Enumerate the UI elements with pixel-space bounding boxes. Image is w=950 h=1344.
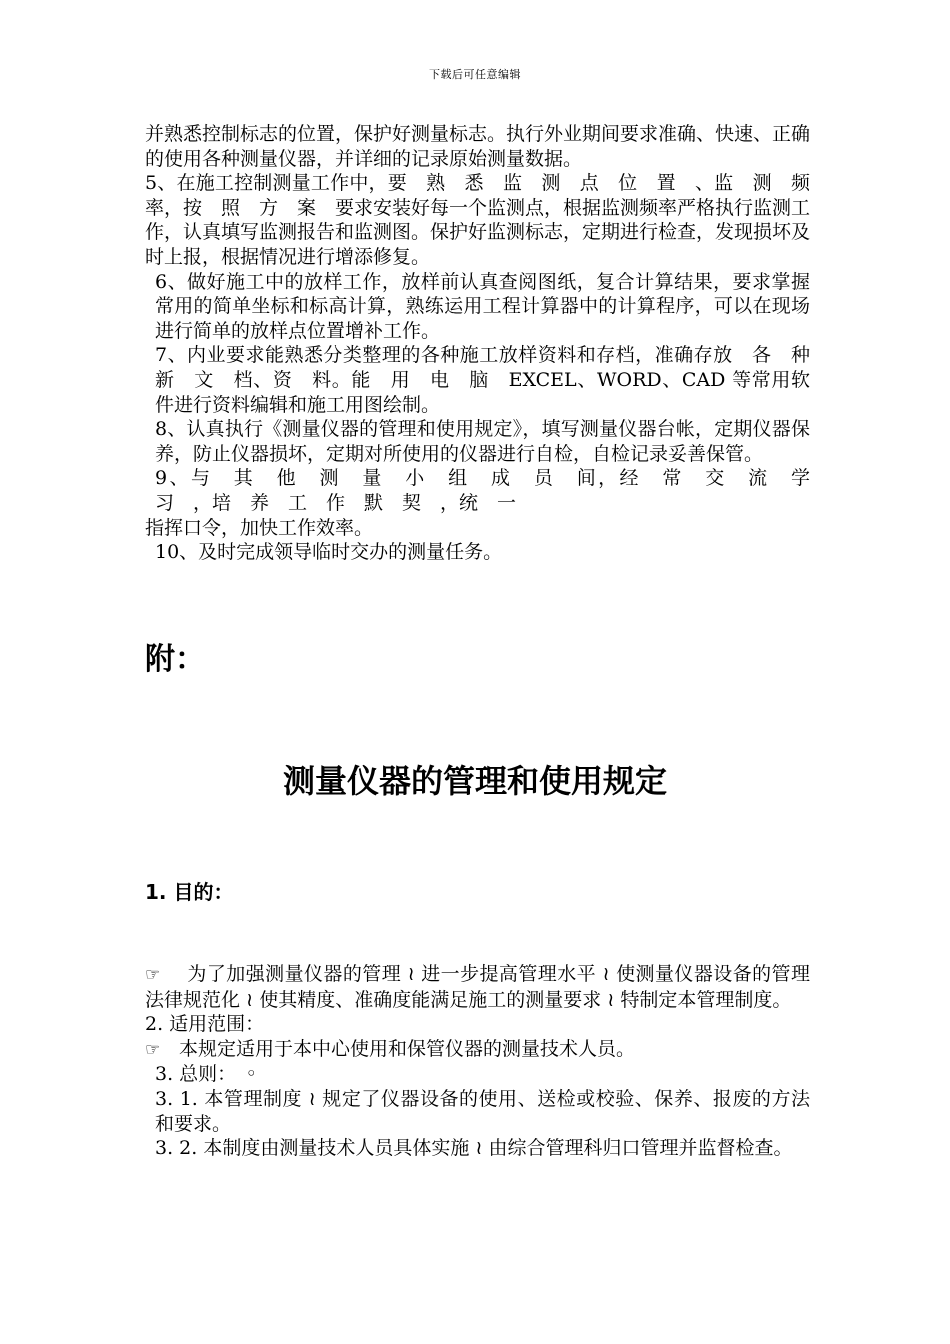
duty-item-5: 5、在施工控制测量工作中，要 熟 悉 监 测 点 位 置 、监 测 频 率，按 照 方 案 要求安装好每一个监测点，根据监测频率严格执行监测工作，认真填写监测报告和监测图。保护好监测标志，定期进行检查，发现损坏及时上报，根据情况进行增添修复。 — [145, 172, 830, 268]
rule-3-1: 3. 1. 本管理制度 ≀ 规定了仪器设备的使用、送检或校验、保养、报废的方法和要求。 — [155, 1087, 810, 1135]
duty-item-9: 9、与 其 他 测 量 小 组 成 员 间，经 常 交 流 学 习 ，培 养 工 作 默 契 ，统 一 — [155, 467, 830, 514]
duty-paragraph: 并熟悉控制标志的位置，保护好测量标志。执行外业期间要求准确、快速、正确的使用各种测量仪器，并详细的记录原始测量数据。 — [145, 123, 811, 170]
duty-item-6: 6、做好施工中的放样工作，放样前认真查阅图纸，复合计算结果，要求掌握常用的简单坐标和标高计算，熟练运用工程计算器中的计算程序，可以在现场进行简单的放样点位置增补工作。 — [155, 270, 810, 342]
duty-item-8: 8、认真执行《测量仪器的管理和使用规定》，填写测量仪器台帐，定期仪器保养，防止仪器损坏，定期对所使用的仪器进行自检，自检记录妥善保管。 — [155, 418, 810, 465]
section-general-title: 3. 总则： ◦ — [155, 1063, 257, 1086]
purpose-paragraph — [145, 962, 810, 1012]
scope-text: 本规定适用于本中心使用和保管仪器的测量技术人员。 — [179, 1037, 636, 1060]
section-scope-title: 2. 适用范围： — [145, 1013, 265, 1036]
duties-list — [145, 122, 830, 565]
appendix-label: 附： — [145, 642, 205, 677]
regulation-body — [145, 962, 810, 1161]
duty-item-10: 10、及时完成领导临时交办的测量任务。 — [155, 541, 503, 564]
document-title: 测量仪器的管理和使用规定 — [282, 762, 667, 800]
hand-pointer-icon: ☞ — [145, 1039, 161, 1060]
duty-item-9-continued: 指挥口令，加快工作效率。 — [145, 516, 374, 539]
hand-pointer-icon: ☞ — [145, 965, 161, 985]
scope-paragraph — [145, 1037, 810, 1063]
duty-item-7: 7、内业要求能熟悉分类整理的各种施工放样资料和存档，准确存放 各 种 新 文 档、资 料。能 用 电 脑 EXCEL、WORD、CAD 等常用软件进行资料编辑和施工用图绘制。 — [155, 344, 830, 416]
section-purpose-title: 1. 目的： — [145, 880, 234, 904]
page-header: 下载后可任意编辑 — [429, 68, 521, 81]
purpose-text: 为了加强测量仪器的管理 ≀ 进一步提高管理水平 ≀ 使测量仪器设备的管理法律规范化 ≀ 使其精度、准确度能满足施工的测量要求 ≀ 特制定本管理制度。 — [145, 963, 810, 1011]
rule-3-2: 3. 2. 本制度由测量技术人员具体实施 ≀ 由综合管理科归口管理并监督检查。 — [155, 1137, 793, 1160]
